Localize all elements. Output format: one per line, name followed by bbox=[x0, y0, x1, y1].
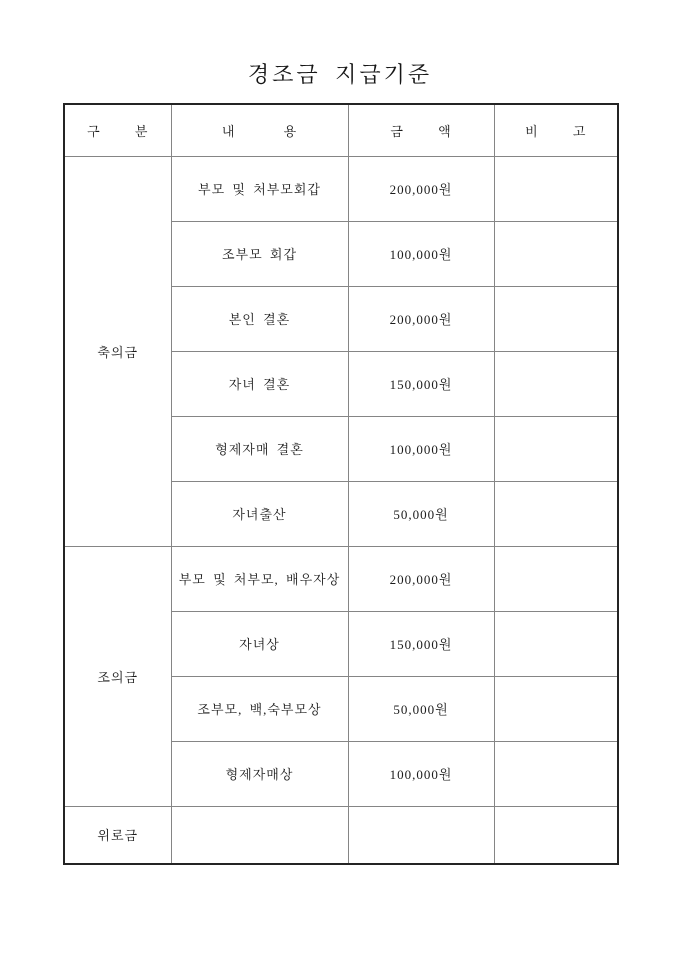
content-cell: 자녀 결혼 bbox=[171, 351, 348, 416]
note-cell bbox=[494, 741, 618, 806]
table-header-row bbox=[64, 104, 618, 156]
amount-cell: 50,000원 bbox=[348, 481, 494, 546]
content-cell: 자녀상 bbox=[171, 611, 348, 676]
category-cell-consolation: 위로금 bbox=[64, 806, 171, 864]
table-row bbox=[64, 806, 618, 864]
amount-cell: 100,000원 bbox=[348, 221, 494, 286]
content-cell: 본인 결혼 bbox=[171, 286, 348, 351]
note-cell bbox=[494, 416, 618, 481]
content-cell: 조부모 회갑 bbox=[171, 221, 348, 286]
content-cell: 조부모, 백,숙부모상 bbox=[171, 676, 348, 741]
amount-cell: 50,000원 bbox=[348, 676, 494, 741]
content-cell bbox=[171, 806, 348, 864]
amount-cell: 100,000원 bbox=[348, 416, 494, 481]
table-row bbox=[64, 546, 618, 611]
note-cell bbox=[494, 546, 618, 611]
category-cell-congratulatory: 축의금 bbox=[64, 156, 171, 546]
table-row bbox=[64, 156, 618, 221]
amount-cell: 200,000원 bbox=[348, 286, 494, 351]
note-cell bbox=[494, 221, 618, 286]
amount-cell: 150,000원 bbox=[348, 611, 494, 676]
note-cell bbox=[494, 806, 618, 864]
content-cell: 부모 및 처부모, 배우자상 bbox=[171, 546, 348, 611]
content-cell: 부모 및 처부모회갑 bbox=[171, 156, 348, 221]
header-category: 구 분 bbox=[64, 104, 171, 156]
note-cell bbox=[494, 676, 618, 741]
note-cell bbox=[494, 156, 618, 221]
amount-cell bbox=[348, 806, 494, 864]
content-cell: 형제자매 결혼 bbox=[171, 416, 348, 481]
amount-cell: 150,000원 bbox=[348, 351, 494, 416]
note-cell bbox=[494, 286, 618, 351]
content-cell: 형제자매상 bbox=[171, 741, 348, 806]
amount-cell: 100,000원 bbox=[348, 741, 494, 806]
header-content: 내 용 bbox=[171, 104, 348, 156]
page-title: 경조금 지급기준 bbox=[247, 62, 433, 87]
category-cell-condolence: 조의금 bbox=[64, 546, 171, 806]
header-amount: 금 액 bbox=[348, 104, 494, 156]
payment-standards-table bbox=[63, 103, 619, 865]
amount-cell: 200,000원 bbox=[348, 156, 494, 221]
amount-cell: 200,000원 bbox=[348, 546, 494, 611]
note-cell bbox=[494, 351, 618, 416]
note-cell bbox=[494, 481, 618, 546]
content-cell: 자녀출산 bbox=[171, 481, 348, 546]
header-note: 비 고 bbox=[494, 104, 618, 156]
note-cell bbox=[494, 611, 618, 676]
